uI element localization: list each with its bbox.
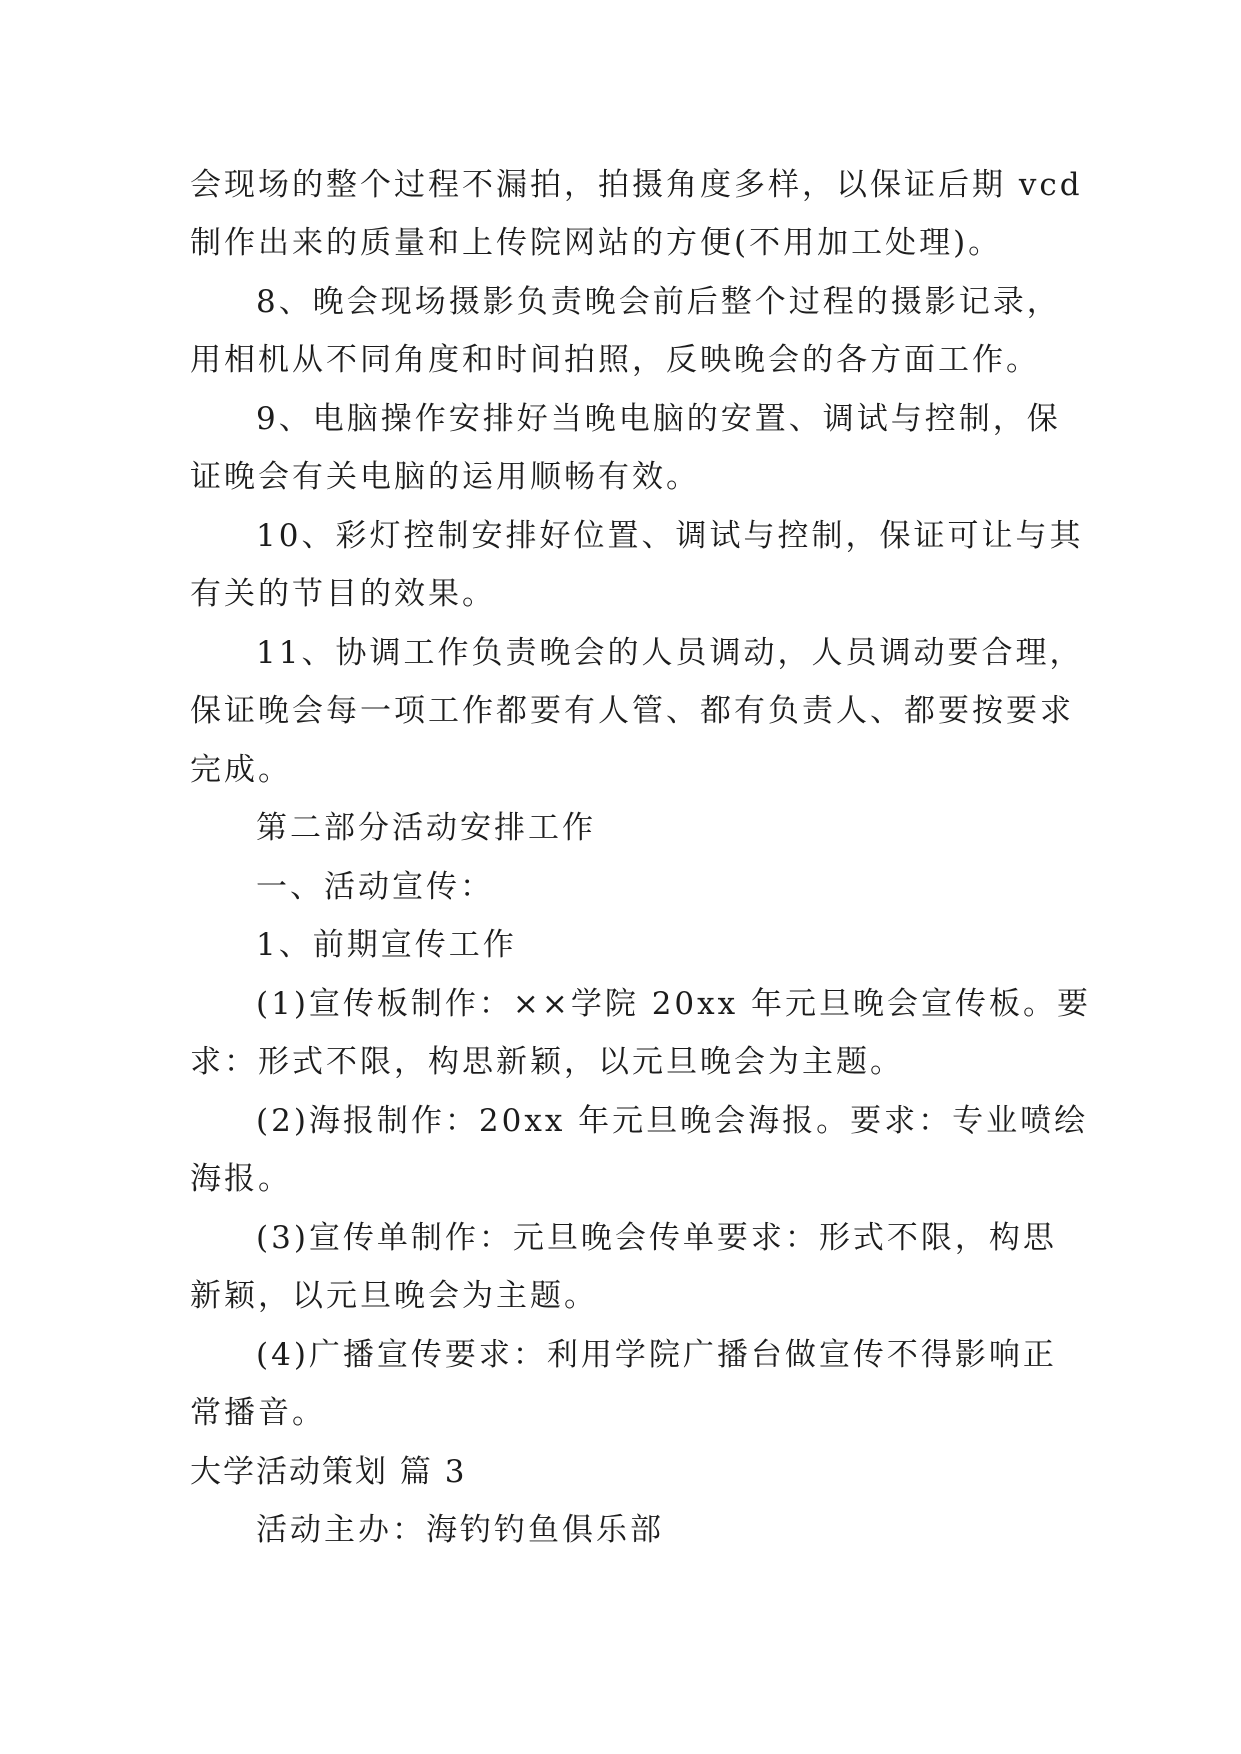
paragraph-line: 会现场的整个过程不漏拍，拍摄角度多样，以保证后期 vcd: [190, 167, 1083, 203]
paragraph-line: 制作出来的质量和上传院网站的方便(不用加工处理)。: [190, 225, 1003, 261]
paragraph-line: 活动主办：海钓钓鱼俱乐部: [256, 1512, 664, 1548]
paragraph-line: 证晚会有关电脑的运用顺畅有效。: [190, 459, 700, 495]
article-heading: 大学活动策划 篇 3: [190, 1454, 467, 1490]
paragraph-line: 11、协调工作负责晚会的人员调动，人员调动要合理，: [256, 635, 1084, 671]
paragraph-line: 新颖，以元旦晚会为主题。: [190, 1278, 598, 1314]
paragraph-line: 用相机从不同角度和时间拍照，反映晚会的各方面工作。: [190, 342, 1040, 378]
subsection-heading: 1、前期宣传工作: [256, 927, 517, 963]
paragraph-line: (3)宣传单制作：元旦晚会传单要求：形式不限，构思: [256, 1220, 1057, 1256]
paragraph-line: 有关的节目的效果。: [190, 576, 496, 612]
paragraph-line: 10、彩灯控制安排好位置、调试与控制，保证可让与其: [256, 518, 1084, 554]
paragraph-line: 8、晚会现场摄影负责晚会前后整个过程的摄影记录，: [256, 284, 1061, 320]
paragraph-line: 保证晚会每一项工作都要有人管、都有负责人、都要按要求: [190, 693, 1074, 729]
paragraph-line: 9、电脑操作安排好当晚电脑的安置、调试与控制，保: [256, 401, 1061, 437]
paragraph-line: (4)广播宣传要求：利用学院广播台做宣传不得影响正: [256, 1337, 1057, 1373]
paragraph-line: 常播音。: [190, 1395, 326, 1431]
paragraph-line: 完成。: [190, 752, 292, 788]
paragraph-line: 海报。: [190, 1161, 292, 1197]
paragraph-line: (1)宣传板制作：××学院 20xx 年元旦晚会宣传板。要: [256, 986, 1091, 1022]
section-heading: 第二部分活动安排工作: [256, 810, 596, 846]
paragraph-line: 求：形式不限，构思新颖，以元旦晚会为主题。: [190, 1044, 904, 1080]
subsection-heading: 一、活动宣传：: [256, 869, 494, 905]
paragraph-line: (2)海报制作：20xx 年元旦晚会海报。要求：专业喷绘: [256, 1103, 1089, 1139]
